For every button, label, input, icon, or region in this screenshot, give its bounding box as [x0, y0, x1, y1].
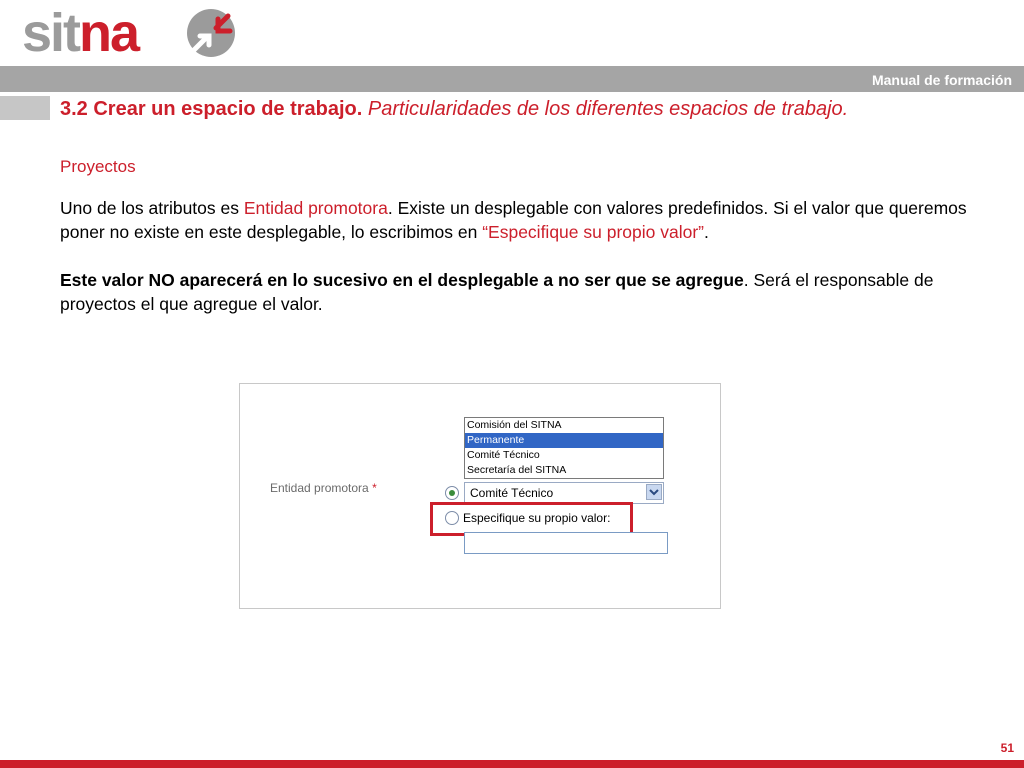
list-option-selected[interactable]: Permanente	[465, 433, 663, 448]
custom-value-radio[interactable]	[445, 511, 459, 525]
page-number: 51	[1000, 741, 1014, 755]
custom-value-input[interactable]	[464, 532, 668, 554]
sitna-logo	[22, 6, 242, 60]
paragraph-1-text-a: Uno de los atributos es	[60, 198, 244, 218]
entidad-listbox[interactable]	[464, 417, 664, 479]
entidad-label-text: Entidad promotora	[270, 481, 369, 495]
especifique-highlight: “Especifique su propio valor”	[482, 222, 704, 242]
required-mark: *	[372, 481, 377, 495]
page-title	[60, 98, 848, 121]
radio-checked-dot	[449, 490, 455, 496]
list-option[interactable]: Secretaría del SITNA	[467, 464, 567, 476]
entidad-promotora-highlight: Entidad promotora	[243, 198, 388, 218]
manual-label: Manual de formación	[871, 72, 1012, 88]
section-heading: Proyectos	[60, 157, 136, 176]
title-sub: Particularidades de los diferentes espacios de trabajo.	[367, 98, 849, 120]
paragraph-1-text-b: . Existe un desplegable con valores predefinidos. Si el valor que queremos poner no existe en este desplegable, lo escribimos en	[60, 198, 967, 242]
predefined-radio[interactable]	[445, 486, 459, 500]
title-main: 3.2 Crear un espacio de trabajo.	[60, 98, 363, 120]
paragraph-2	[60, 268, 980, 316]
paragraph-2-bold: Este valor NO aparecerá en lo sucesivo en el desplegable a no ser que se agregue	[60, 270, 744, 290]
entidad-select[interactable]	[464, 482, 664, 504]
footer-bar	[0, 760, 1024, 768]
custom-value-label: Especifique su propio valor:	[463, 511, 611, 525]
list-option[interactable]: Comité Técnico	[467, 449, 540, 461]
paragraph-2-text: . Será el responsable de proyectos el que agregue el valor.	[60, 270, 934, 314]
select-value: Comité Técnico	[470, 486, 554, 500]
header-bar	[0, 66, 1024, 92]
svg-text:sitna: sitna	[22, 6, 139, 60]
list-option[interactable]: Comisión del SITNA	[467, 419, 562, 431]
entidad-promotora-label	[270, 481, 377, 495]
paragraph-1-text-c: .	[704, 222, 709, 242]
chevron-down-icon[interactable]	[646, 484, 662, 500]
paragraph-1	[60, 196, 980, 244]
form-screenshot	[239, 383, 721, 609]
title-marker	[0, 96, 50, 120]
